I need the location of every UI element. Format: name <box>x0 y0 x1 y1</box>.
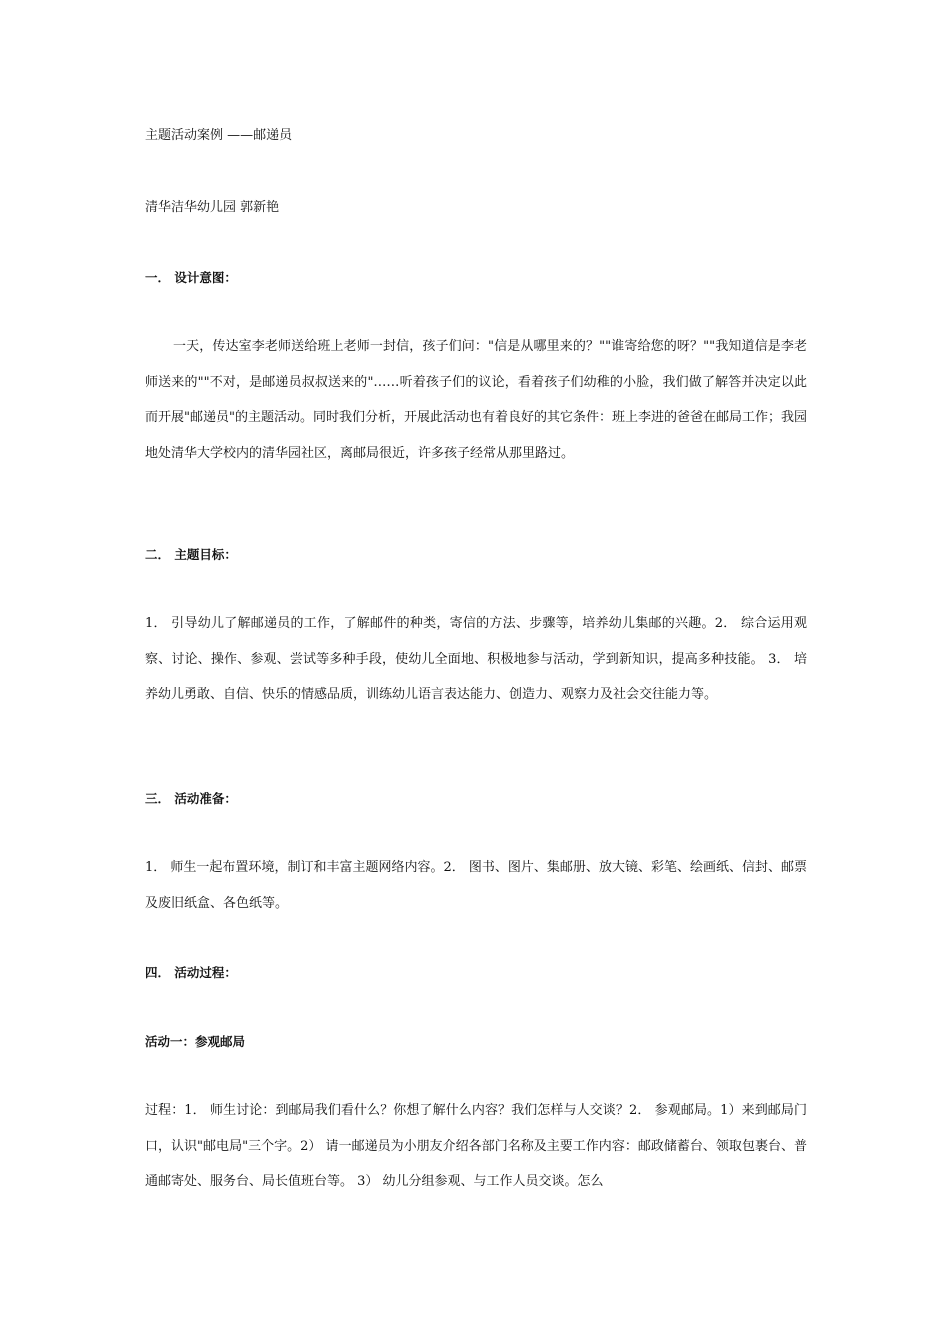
section-heading-process: 四． 活动过程： <box>145 965 237 980</box>
section-heading-goals: 二． 主题目标： <box>145 547 237 562</box>
section-body-design-intent: 一天，传达室李老师送给班上老师一封信，孩子们问："信是从哪里来的？""谁寄给您的呀？""我知道信是李老师送来的""不对，是邮递员叔叔送来的"……听着孩子们的议论，看着孩子们幼稚的小脸，我们做了解答并决定以此而开展"邮递员"的主题活动。同时我们分析，开展此活动也有着良好的其它条件：班上李进的爸爸在邮局工作；我园地处清华大学校内的清华园社区，离邮局很近，许多孩子经常从那里路过。 <box>145 339 807 461</box>
section-heading-design-intent: 一． 设计意图： <box>145 270 237 285</box>
activity-heading-post-office-visit: 活动一：参观邮局 <box>145 1034 246 1049</box>
author-line: 清华洁华幼儿园 郭新艳 <box>145 200 280 215</box>
section-body-goals: 1． 引导幼儿了解邮递员的工作，了解邮件的种类，寄信的方法、步骤等，培养幼儿集邮的兴趣。2． 综合运用观察、讨论、操作、参观、尝试等多种手段，使幼儿全面地、积极地参与活动，学到新知识，提高多种技能。 3． 培养幼儿勇敢、自信、快乐的情感品质，训练幼儿语言表达能力、创造力、观察力及社会交往能力等。 <box>145 616 807 702</box>
section-heading-preparation: 三． 活动准备： <box>145 791 237 806</box>
document-title: 主题活动案例 ——邮递员 <box>145 128 293 143</box>
activity-body-post-office-visit: 过程：1． 师生讨论：到邮局我们看什么？你想了解什么内容？我们怎样与人交谈？2． 参观邮局。1）来到邮局门口，认识"邮电局"三个字。2） 请一邮递员为小朋友介绍各部门名称及主要工作内容：邮政储蓄台、领取包裹台、普通邮寄处、服务台、局长值班台等。 3） 幼儿分组参观、与工作人员交谈。怎么 <box>145 1103 807 1189</box>
section-body-preparation: 1． 师生一起布置环境，制订和丰富主题网络内容。2． 图书、图片、集邮册、放大镜、彩笔、绘画纸、信封、邮票及废旧纸盒、各色纸等。 <box>145 860 807 911</box>
